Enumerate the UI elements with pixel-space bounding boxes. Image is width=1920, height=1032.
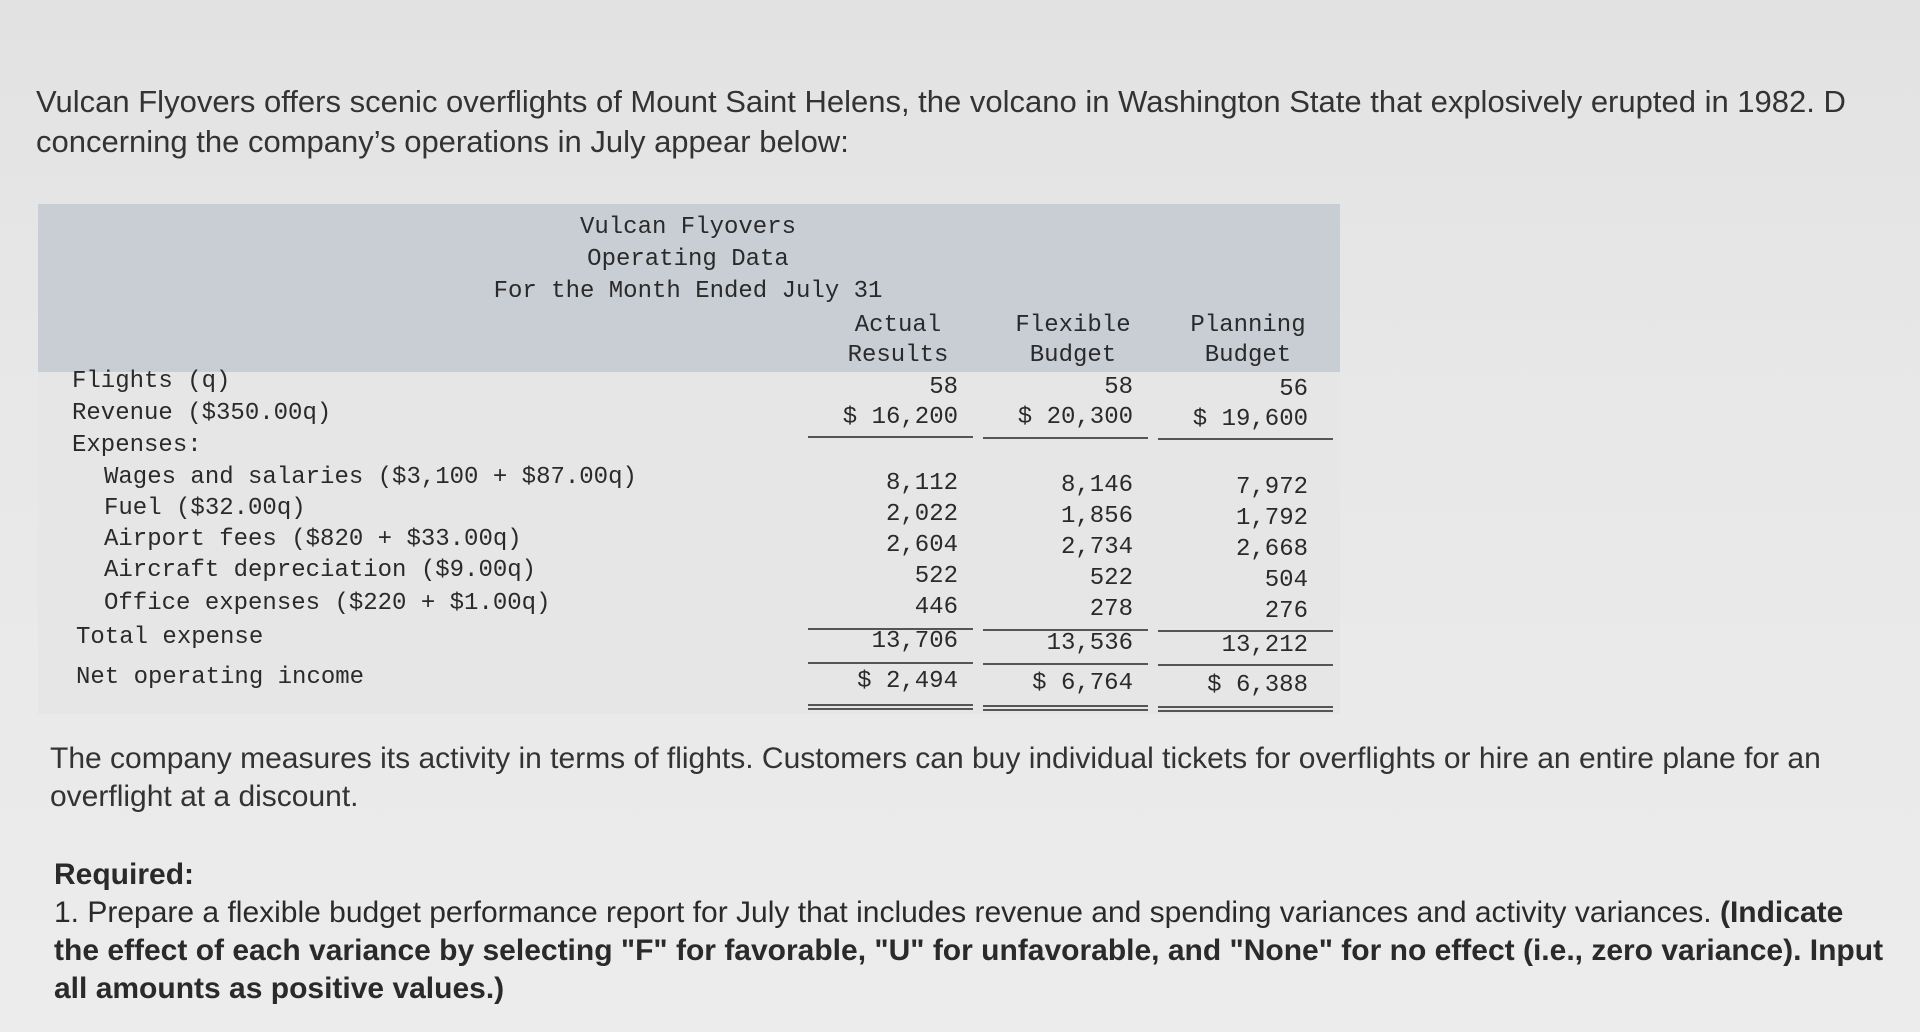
expense-depreciation-actual: 522 [914, 563, 958, 590]
row-revenue-label: Revenue ($350.00q) [72, 400, 332, 427]
total-rule-actual [808, 662, 973, 664]
required-line-1-bold: (Indicate [1719, 896, 1844, 929]
revenue-rule-planning [1158, 438, 1333, 440]
required-line-3 [54, 970, 1920, 1008]
net-double-rule-planning-1 [1158, 706, 1333, 708]
intro-text [36, 82, 1920, 162]
expense-office-actual: 446 [914, 594, 958, 621]
total-rule-flexible [983, 663, 1148, 665]
required-line-3-bold: all amounts as positive values.) [54, 972, 505, 1005]
net-double-rule-actual-1 [808, 704, 973, 706]
operating-data-panel [38, 204, 1340, 714]
expense-fuel-planning: 1,792 [1235, 505, 1308, 532]
expense-airport-planning: 2,668 [1235, 536, 1308, 563]
expense-depreciation-label: Aircraft depreciation ($9.00q) [104, 557, 537, 584]
total-expense-actual: 13,706 [871, 628, 958, 655]
activity-line-2: overflight at a discount. [50, 780, 359, 813]
activity-line-1: The company measures its activity in terms of flights. Customers can buy individual tickets for overflights or hire an entire plane for an [50, 742, 1821, 775]
required-line-1 [54, 894, 1920, 932]
intro-line-2: concerning the company’s operations in July appear below: [36, 124, 849, 159]
total-expense-planning: 13,212 [1221, 632, 1308, 659]
col-planning-line1: Planning [1190, 312, 1306, 339]
activity-paragraph [50, 740, 1920, 816]
row-revenue-flexible: $ 20,300 [1017, 404, 1133, 431]
row-flights-flexible: 58 [1104, 374, 1133, 401]
revenue-rule-flexible [983, 437, 1148, 439]
row-revenue-planning: $ 19,600 [1192, 406, 1308, 433]
expense-wages-actual: 8,112 [885, 470, 958, 497]
report-title: Vulcan Flyovers [579, 214, 797, 241]
expense-fuel-label: Fuel ($32.00q) [104, 495, 306, 522]
col-actual-line1: Actual [854, 312, 942, 339]
required-line-2 [54, 932, 1920, 970]
net-double-rule-flexible-1 [983, 705, 1148, 707]
net-double-rule-planning-2 [1158, 710, 1333, 712]
expenses-label: Expenses: [72, 432, 202, 459]
report-subtitle: Operating Data [587, 246, 789, 273]
net-income-planning: $ 6,388 [1207, 672, 1308, 699]
col-flexible-line1: Flexible [1015, 312, 1131, 339]
total-expense-label: Total expense [76, 624, 264, 651]
net-income-label: Net operating income [76, 664, 365, 691]
col-planning-line2: Budget [1204, 342, 1292, 369]
expense-fuel-flexible: 1,856 [1060, 503, 1133, 530]
required-line-2-bold: the effect of each variance by selecting "F" for favorable, "U" for unfavorable, and "None" for no effect (i.e., zero variance). Input [54, 934, 1884, 967]
expense-office-planning: 276 [1264, 598, 1308, 625]
expense-depreciation-flexible: 522 [1089, 565, 1133, 592]
expense-wages-planning: 7,972 [1235, 474, 1308, 501]
col-actual-line2: Results [847, 342, 949, 369]
total-expense-flexible: 13,536 [1046, 630, 1133, 657]
required-line-1-text: 1. Prepare a flexible budget performance report for July that includes revenue and spending variances and activity variances. [54, 896, 1720, 929]
col-flexible-line2: Budget [1029, 342, 1117, 369]
revenue-rule-actual [808, 436, 973, 438]
expense-wages-flexible: 8,146 [1060, 472, 1133, 499]
expense-office-flexible: 278 [1089, 596, 1133, 623]
expense-airport-label: Airport fees ($820 + $33.00q) [104, 526, 522, 553]
net-double-rule-actual-2 [808, 708, 973, 710]
net-income-flexible: $ 6,764 [1032, 670, 1133, 697]
report-period: For the Month Ended July 31 [493, 278, 883, 305]
total-rule-planning [1158, 664, 1333, 666]
row-revenue-actual: $ 16,200 [842, 404, 958, 431]
row-flights-label: Flights (q) [72, 368, 231, 395]
required-section [54, 856, 1920, 1008]
required-heading: Required: [54, 858, 195, 891]
intro-line-1: Vulcan Flyovers offers scenic overflights of Mount Saint Helens, the volcano in Washington State that explosively erupted in 1982. D [36, 84, 1846, 119]
expense-airport-actual: 2,604 [885, 532, 958, 559]
net-income-actual: $ 2,494 [857, 668, 958, 695]
row-flights-actual: 58 [929, 374, 958, 401]
expense-fuel-actual: 2,022 [885, 501, 958, 528]
net-double-rule-flexible-2 [983, 709, 1148, 711]
expense-wages-label: Wages and salaries ($3,100 + $87.00q) [104, 464, 637, 491]
expense-airport-flexible: 2,734 [1060, 534, 1133, 561]
expense-depreciation-planning: 504 [1264, 567, 1308, 594]
row-flights-planning: 56 [1279, 376, 1308, 403]
expense-office-label: Office expenses ($220 + $1.00q) [104, 590, 551, 617]
